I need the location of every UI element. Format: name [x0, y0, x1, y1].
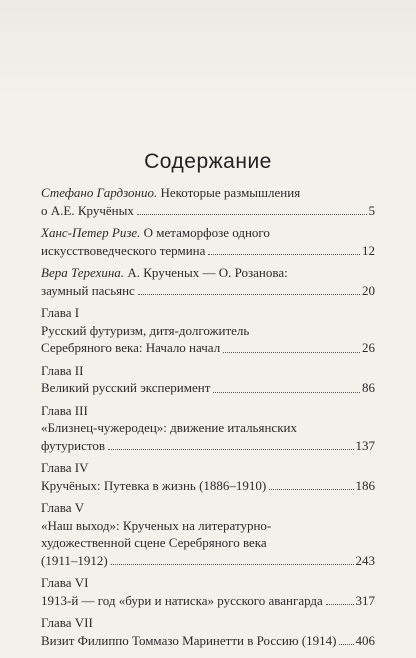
entry-text [41, 518, 271, 533]
toc-entry [41, 184, 375, 219]
entry-title-text: 1913-й — год «бури и натиска» русского авангарда [41, 592, 323, 608]
chapter-heading: Глава I [41, 305, 80, 320]
entry-text [41, 265, 288, 280]
entry-line [41, 224, 375, 242]
author-name: Ханс-Петер Ризе. [41, 225, 141, 240]
chapter-heading: Глава IV [41, 460, 89, 475]
dot-leader [269, 489, 353, 490]
entry-text [41, 552, 108, 570]
entry-title-text: Кручёных: Путевка в жизнь (1886–1910) [41, 477, 267, 493]
entry-title-text: о А.Е. Кручёных [41, 202, 134, 218]
entry-text [41, 339, 220, 357]
entry-title-text: Некоторые размышления [157, 185, 301, 200]
toc-entry [41, 574, 375, 609]
entry-title-text: футуристов [41, 437, 105, 453]
dot-leader [223, 352, 360, 353]
entry-line [41, 517, 375, 535]
page-number: 186 [355, 477, 375, 493]
entry-text [41, 282, 135, 300]
chapter-heading: Глава III [41, 402, 88, 418]
entry-text [41, 242, 205, 260]
entry-title-text: Великий русский эксперимент [41, 380, 211, 395]
entry-title-text: (1911–1912) [41, 552, 108, 568]
entry-title-text: Серебряного века: Начало начал [41, 340, 221, 355]
entry-last-line [41, 242, 375, 260]
entry-title-text: искусствоведческого термина [41, 242, 206, 258]
author-name: Вера Терехина. [41, 265, 125, 280]
entry-last-line [41, 202, 375, 220]
entry-last-line [41, 282, 375, 300]
dot-leader [137, 214, 367, 215]
author-name: Стефано Гардзонио. [41, 185, 158, 200]
dot-leader [111, 564, 354, 565]
entry-line [41, 264, 375, 282]
entry-last-line [41, 552, 375, 570]
dot-leader [339, 644, 353, 645]
page-title: Содержание [144, 150, 272, 173]
page-number: 20 [362, 282, 375, 298]
entry-text [41, 477, 266, 495]
page-number: 317 [355, 592, 375, 608]
entry-title-text: А. Крученых — О. Розанова: [124, 265, 288, 280]
toc-entry [41, 459, 375, 494]
toc-entry [41, 264, 375, 299]
dot-leader [138, 294, 360, 295]
chapter-heading: Глава VII [41, 615, 93, 630]
entry-last-line [41, 477, 375, 495]
dot-leader [108, 449, 354, 450]
entry-title-text: заумный пасьянс [41, 282, 135, 298]
entry-text [41, 632, 336, 650]
entry-last-line [41, 632, 375, 650]
entry-line [41, 534, 375, 552]
page-number: 406 [355, 632, 375, 648]
entry-title-text: художественной сцене Серебряного века [41, 535, 267, 550]
toc-entry [41, 362, 375, 397]
entry-title-text: Русский футуризм, дитя-долгожитель [41, 322, 250, 338]
entry-text [41, 379, 210, 397]
entry-title-text: «Наш выход»: Крученых на литературно- [41, 517, 272, 533]
entry-text [41, 185, 300, 200]
page-number: 86 [362, 380, 375, 395]
entry-text [41, 437, 105, 455]
toc-entry [41, 402, 375, 455]
entry-last-line [41, 379, 375, 397]
page-number: 137 [355, 437, 375, 453]
entry-text [41, 323, 249, 338]
entry-text [41, 535, 267, 550]
entry-line [41, 322, 375, 340]
entry-last-line [41, 339, 375, 357]
entry-last-line [41, 592, 375, 610]
entry-title-text: О метаморфозе одного [140, 225, 270, 240]
show-through-text [0, 0, 416, 140]
chapter-heading: Глава VI [41, 575, 89, 590]
entry-line [41, 419, 375, 437]
dot-leader [326, 604, 354, 605]
entry-text [41, 592, 323, 610]
toc-entry [41, 224, 375, 259]
toc-entry [41, 614, 375, 649]
entry-text [41, 420, 297, 435]
toc-entry [41, 304, 375, 357]
toc-entry [41, 499, 375, 569]
entry-text [41, 202, 134, 220]
dot-leader [208, 254, 360, 255]
page-number: 5 [368, 202, 375, 218]
entry-title-text: «Близнец-чужеродец»: движение итальянских [41, 420, 297, 435]
page-number: 12 [362, 242, 375, 258]
chapter-heading: Глава V [41, 500, 85, 515]
chapter-heading: Глава II [41, 362, 84, 378]
entry-line [41, 184, 375, 202]
entry-title-text: Визит Филиппо Томмазо Маринетти в Россию (1914) [41, 632, 337, 648]
page-number: 26 [362, 340, 375, 355]
entry-last-line [41, 437, 375, 455]
dot-leader [213, 392, 360, 393]
table-of-contents [41, 184, 375, 654]
page-number: 243 [355, 552, 375, 568]
entry-text [41, 225, 270, 240]
